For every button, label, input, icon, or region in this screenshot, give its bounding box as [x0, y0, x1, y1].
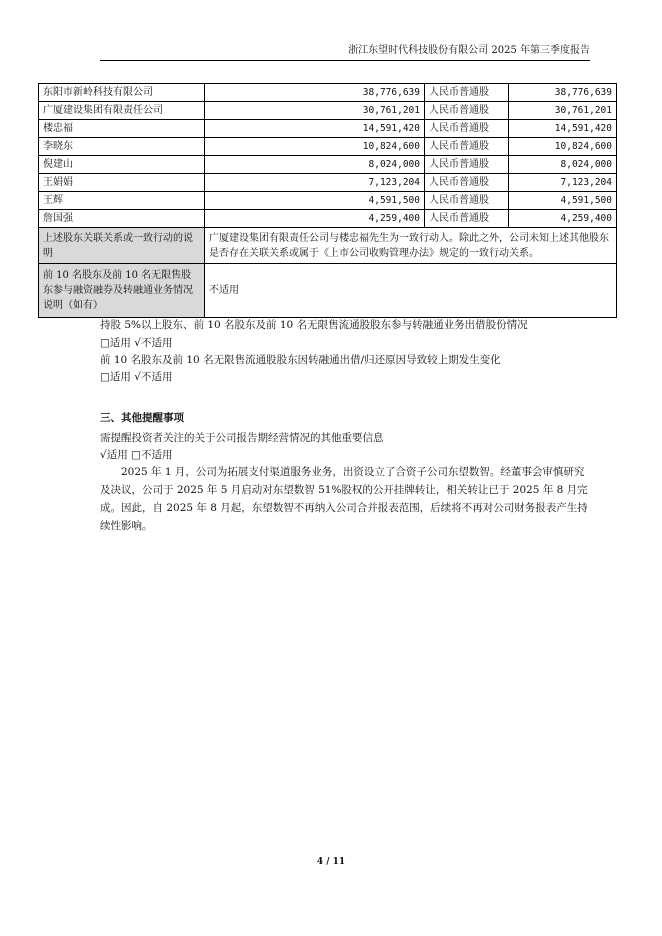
share-count: 4,591,500 [509, 192, 617, 210]
relation-label: 上述股东关联关系或一致行动的说明 [39, 228, 205, 264]
margin-text: 不适用 [205, 264, 617, 318]
share-count: 30,761,201 [509, 102, 617, 120]
holder-name: 东阳市新岭科技有限公司 [39, 84, 205, 102]
top-holders-table [38, 83, 617, 318]
section-subtitle: 需提醒投资者关注的关于公司报告期经营情况的其他重要信息 [100, 432, 384, 444]
share-count: 14,591,420 [509, 120, 617, 138]
share-type: 人民币普通股 [425, 138, 509, 156]
holder-shares: 38,776,639 [205, 84, 425, 102]
page-number: 4 / 11 [316, 857, 346, 867]
holder-shares: 30,761,201 [205, 102, 425, 120]
relation-row [39, 228, 617, 264]
holder-name: 楼忠福 [39, 120, 205, 138]
holder-shares: 14,591,420 [205, 120, 425, 138]
margin-row [39, 264, 617, 318]
lending-options: □适用 √不适用 [100, 337, 173, 349]
holder-name: 广厦建设集团有限责任公司 [39, 102, 205, 120]
share-type: 人民币普通股 [425, 210, 509, 228]
share-count: 7,123,204 [509, 174, 617, 192]
holder-name: 王辉 [39, 192, 205, 210]
table-row [39, 156, 617, 174]
table-row [39, 138, 617, 156]
table-row [39, 210, 617, 228]
share-type: 人民币普通股 [425, 174, 509, 192]
share-type: 人民币普通股 [425, 192, 509, 210]
change-title: 前 10 名股东及前 10 名无限售流通股股东因转融通出借/归还原因导致较上期发生变化 [100, 354, 501, 366]
table-row [39, 84, 617, 102]
holder-name: 王娟娟 [39, 174, 205, 192]
share-type: 人民币普通股 [425, 156, 509, 174]
holder-shares: 8,024,000 [205, 156, 425, 174]
change-options: □适用 √不适用 [100, 371, 173, 383]
table-row [39, 174, 617, 192]
lending-title: 持股 5%以上股东、前 10 名股东及前 10 名无限售流通股股东参与转融通业务出借股份情况 [100, 319, 528, 331]
share-count: 4,259,400 [509, 210, 617, 228]
section-title: 三、其他提醒事项 [100, 412, 184, 424]
holder-name: 詹国强 [39, 210, 205, 228]
share-type: 人民币普通股 [425, 120, 509, 138]
report-header: 浙江东望时代科技股份有限公司 2025 年第三季度报告 [348, 45, 590, 56]
holder-name: 李晓东 [39, 138, 205, 156]
margin-label: 前 10 名股东及前 10 名无限售股东参与融资融券及转融通业务情况说明（如有） [39, 264, 205, 318]
table-row [39, 192, 617, 210]
holder-name: 倪建山 [39, 156, 205, 174]
share-count: 10,824,600 [509, 138, 617, 156]
section-paragraph: 2025 年 1 月，公司为拓展支付渠道服务业务，出资设立了合资子公司东望数智。经董事会审慎研究及决议，公司于 2025 年 5 月启动对东望数智 51%股权的公开挂牌转让，相关转让已于 2025 年 8 月完成。因此，自 2025 年 8 月起，东望数智不再纳入公司合并报表范围，后续将不再对公司财务报表产生持续性影响。 [100, 466, 588, 532]
holder-shares: 4,591,500 [205, 192, 425, 210]
holder-shares: 10,824,600 [205, 138, 425, 156]
table-row [39, 120, 617, 138]
section-options: √适用 □不适用 [100, 449, 173, 461]
share-count: 38,776,639 [509, 84, 617, 102]
table-row [39, 102, 617, 120]
share-type: 人民币普通股 [425, 102, 509, 120]
holder-shares: 4,259,400 [205, 210, 425, 228]
header-rule [100, 60, 590, 61]
relation-text: 广厦建设集团有限责任公司与楼忠福先生为一致行动人。除此之外，公司未知上述其他股东是否存在关联关系或属于《上市公司收购管理办法》规定的一致行动关系。 [205, 228, 617, 264]
share-type: 人民币普通股 [425, 84, 509, 102]
share-count: 8,024,000 [509, 156, 617, 174]
holder-shares: 7,123,204 [205, 174, 425, 192]
